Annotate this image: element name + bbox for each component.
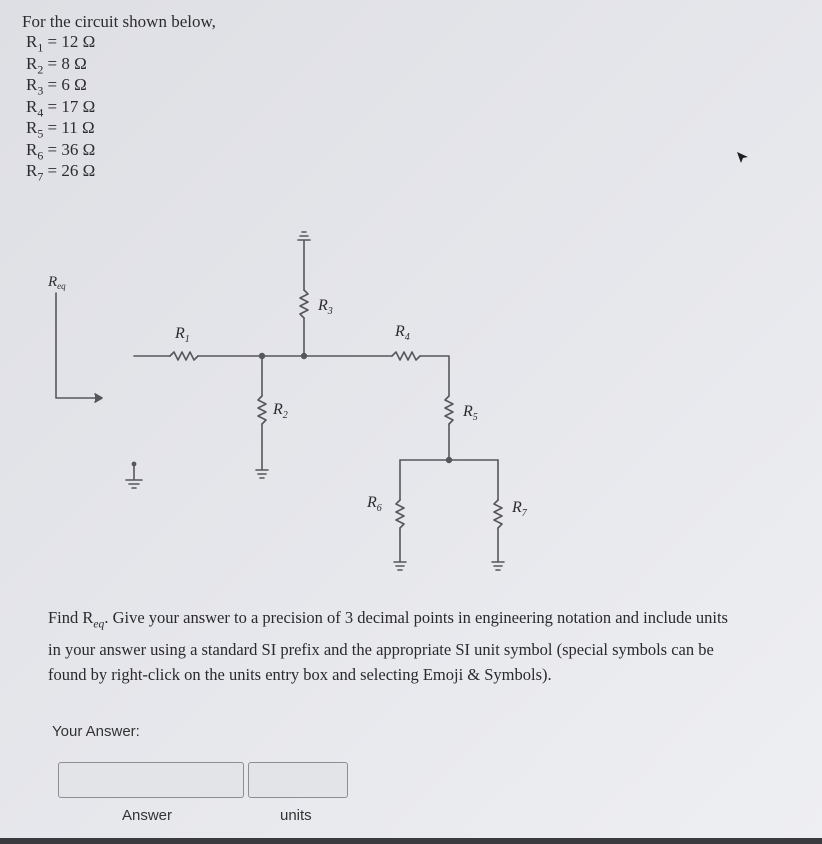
node-r3: [302, 354, 307, 359]
r4-zigzag: [392, 352, 420, 360]
resistor-value-r3: $R_3 = 6$ Ω: [26, 75, 87, 98]
wire-to-r5: [420, 356, 449, 396]
r7-ground: [492, 528, 504, 570]
r6-ground: [394, 528, 406, 570]
r3-ground: [298, 232, 310, 290]
r7-zigzag: [494, 500, 502, 528]
req-arrow-head: [95, 394, 102, 402]
req-arrow-line: [56, 293, 101, 398]
answer-input[interactable]: [58, 762, 244, 798]
screen-bottom-edge: [0, 838, 822, 844]
r2-zigzag: [258, 396, 266, 424]
label-r7: $R_7$: [512, 499, 527, 519]
your-answer-heading: Your Answer:: [52, 723, 140, 740]
label-r1: $R_1$: [175, 325, 190, 345]
left-terminal-dot: [132, 462, 135, 465]
resistor-value-r7: $R_7 = 26$ Ω: [26, 161, 96, 184]
label-r2: $R_2$: [273, 401, 288, 421]
r5-zigzag: [445, 396, 453, 424]
label-req: $R_{eq}$: [48, 274, 66, 291]
resistor-value-r5: $R_5 = 11$ Ω: [26, 118, 95, 141]
left-ground-symbol: [126, 466, 142, 488]
r3-zigzag: [300, 290, 308, 318]
problem-intro: For the circuit shown below,: [22, 12, 216, 31]
label-r6: $R_6$: [367, 494, 382, 514]
resistor-value-r1: $R_1 = 12$ Ω: [26, 32, 96, 55]
label-r4: $R_4$: [395, 323, 410, 343]
resistor-value-r2: $R_2 = 8$ Ω: [26, 53, 87, 76]
mouse-cursor-icon: [736, 151, 750, 165]
units-caption: units: [280, 807, 312, 824]
r2-ground: [256, 424, 268, 478]
node-r2: [260, 354, 265, 359]
units-input[interactable]: [248, 762, 348, 798]
r6-zigzag: [396, 500, 404, 528]
label-r5: $R_5$: [463, 403, 478, 423]
resistor-value-r6: $R_6 = 36$ Ω: [26, 139, 96, 162]
r1-zigzag: [170, 352, 198, 360]
answer-caption: Answer: [122, 807, 173, 824]
label-r3: $R_3$: [318, 297, 333, 317]
question-text: Find $R_{eq}$. Give your answer to a precision of 3 decimal points in engineering notation and include units in your answer using a standard SI prefix and the appropriate SI unit symbol (special symbols can be found by right-click on the units entry box and selecting Emoji & Symbols).: [48, 608, 728, 685]
resistor-value-r4: $R_4 = 17$ Ω: [26, 96, 96, 119]
